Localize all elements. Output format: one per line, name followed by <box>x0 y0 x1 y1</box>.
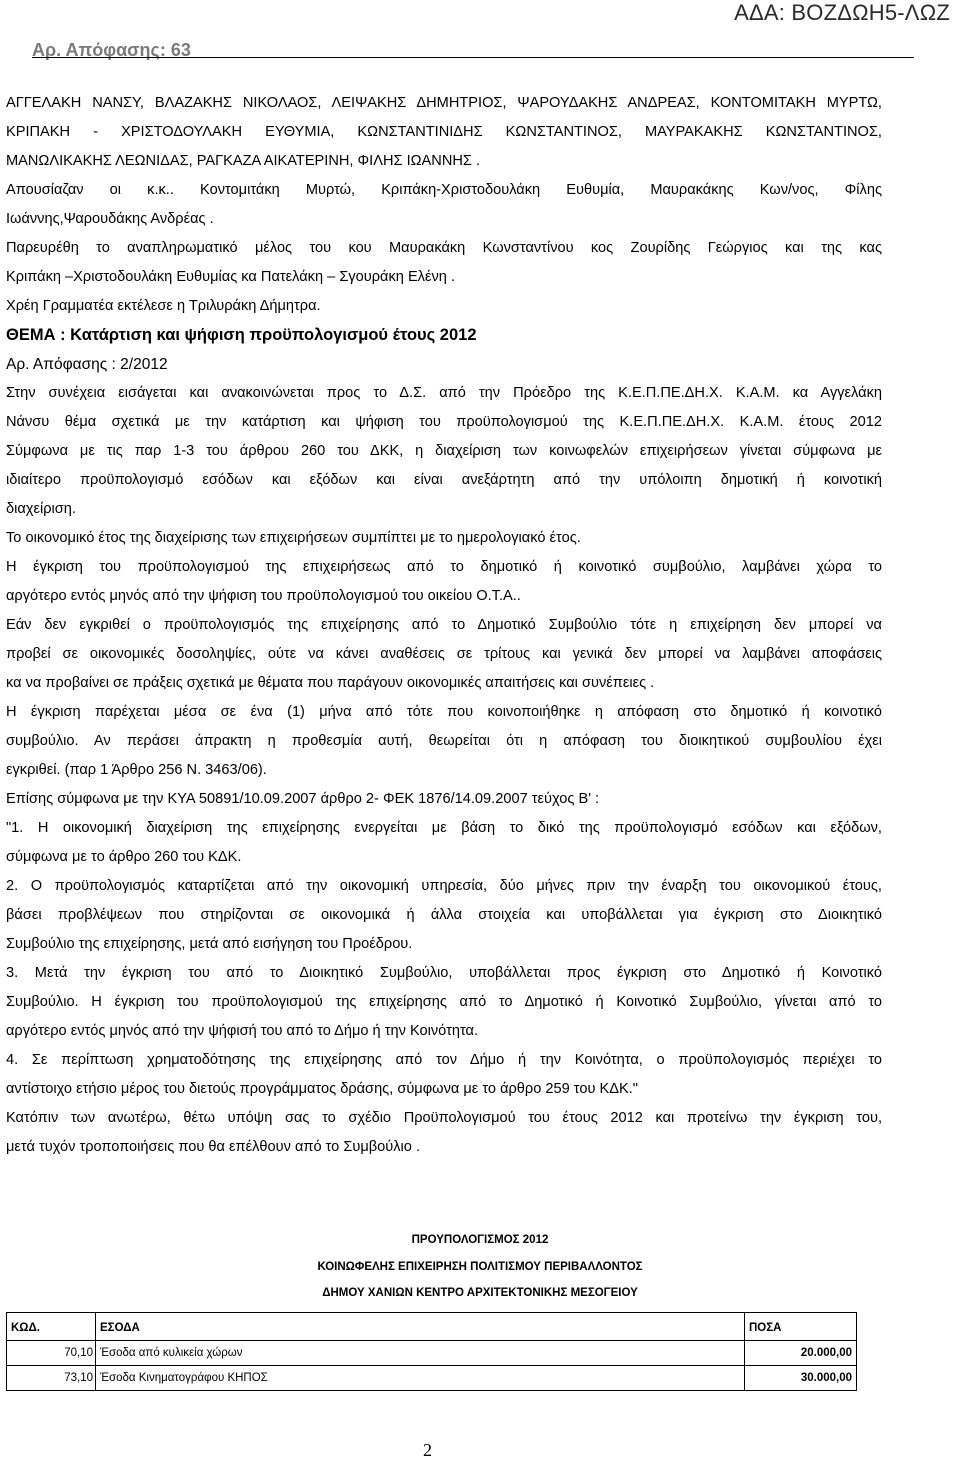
intro-line-1: Στην συνέχεια εισάγεται και ανακοινώνεται προς το Δ.Σ. από την Πρόεδρο της Κ.Ε.Π.ΠΕ.ΔΗ.Χ. Κ.Α.Μ. κα Αγγελάκη <box>6 385 882 401</box>
paragraph-5-line-1: Η έγκριση παρέχεται μέσα σε ένα (1) μήνα από τότε που κοινοποιήθηκε η απόφαση στο δημοτικό ή κοινοτικό <box>6 704 882 720</box>
paragraph-1-line-1: Σύμφωνα με τις παρ 1-3 του άρθρου 260 του ΔΚΚ, η διαχείριση των κοινωφελών επιχειρήσεων γίνεται σύμφωνα με <box>6 443 882 459</box>
row-label: Έσοδα από κυλικεία χώρων <box>96 1341 745 1366</box>
quote-item-2-line-3: Συμβούλιο της επιχείρησης, μετά από εισήγηση του Προέδρου. <box>6 936 413 952</box>
page-number: 2 <box>423 1440 432 1460</box>
budget-heading-1: ΠΡΟΥΠΟΛΟΓΙΣΜΟΣ 2012 <box>411 1234 549 1246</box>
row-amount: 30.000,00 <box>745 1366 857 1391</box>
quote-item-3-line-2: Συμβούλιο. Η έγκριση του προϋπολογισμού της επιχείρησης από το Δημοτικό ή Κοινοτικό Συμβούλιο, γίνεται από το <box>6 994 882 1010</box>
ada-code: ΑΔΑ: ΒΟΖΔΩΗ5-ΛΩΖ <box>734 0 950 25</box>
column-header-code: ΚΩΔ. <box>7 1313 96 1341</box>
row-label: Έσοδα Κινηματογράφου ΚΗΠΟΣ <box>96 1366 745 1391</box>
present-members-line-1: ΑΓΓΕΛΑΚΗ ΝΑΝΣΥ, ΒΛΑΖΑΚΗΣ ΝΙΚΟΛΑΟΣ, ΛΕΙΨΑΚΗΣ ΔΗΜΗΤΡΙΟΣ, ΨΑΡΟΥΔΑΚΗΣ ΑΝΔΡΕΑΣ, ΚΟΝΤΟΜΙΤΑΚΗ ΜΥΡΤΩ, <box>6 95 882 111</box>
quote-item-2-line-1: 2. Ο προϋπολογισμός καταρτίζεται από την οικονομική υπηρεσία, δύο μήνες πριν την έναρξη του οικονομικού έτους, <box>6 878 882 894</box>
paragraph-1-line-3: διαχείριση. <box>6 501 76 517</box>
table-row <box>7 1366 857 1391</box>
paragraph-3-line-1: Η έγκριση του προϋπολογισμού της επιχειρήσεως από το δημοτικό ή κοινοτικό συμβούλιο, λαμβάνει χώρα το <box>6 559 882 575</box>
absent-members-line-2: Ιωάννης,Ψαρουδάκης Ανδρέας . <box>6 211 214 227</box>
budget-table <box>6 1312 857 1391</box>
paragraph-5-line-2: συμβούλιο. Αν περάσει άπρακτη η προθεσμία αυτή, θεωρείται ότι η απόφαση του διοικητικού συμβουλίου έχει <box>6 733 882 749</box>
substitute-line-2: Κριπάκη –Χριστοδουλάκη Ευθυμίας κα Πατελάκη – Σγουράκη Ελένη . <box>6 269 455 285</box>
present-members-line-2: ΚΡΙΠΑΚΗ - ΧΡΙΣΤΟΔΟΥΛΑΚΗ ΕΥΘΥΜΙΑ, ΚΩΝΣΤΑΝΤΙΝΙΔΗΣ ΚΩΝΣΤΑΝΤΙΝΟΣ, ΜΑΥΡΑΚΑΚΗΣ ΚΩΝΣΤΑΝΤΙΝΟΣ, <box>6 124 882 140</box>
substitute-line-1: Παρευρέθη το αναπληρωματικό μέλος του κου Μαυρακάκη Κωνσταντίνου κος Ζουρίδης Γεώργιος και της κας <box>6 240 882 256</box>
quote-item-1-line-2: σύμφωνα με το άρθρο 260 του ΚΔΚ. <box>6 849 242 865</box>
row-code: 70,10 <box>7 1341 96 1366</box>
budget-heading-3: ΔΗΜΟΥ ΧΑΝΙΩΝ ΚΕΝΤΡΟ ΑΡΧΙΤΕΚΤΟΝΙΚΗΣ ΜΕΣΟΓΕΙΟΥ <box>322 1287 638 1299</box>
table-row <box>7 1341 857 1366</box>
quote-item-4-line-1: 4. Σε περίπτωση χρηματοδότησης της επιχείρησης από τον Δήμο ή την Κοινότητα, ο προϋπολογισμός περιέχει το <box>6 1052 882 1068</box>
paragraph-4-line-1: Εάν δεν εγκριθεί ο προϋπολογισμός της επιχείρησης από το Δημοτικό Συμβούλιο τότε η επιχείρηση δεν μπορεί να <box>6 617 882 633</box>
decision-number-header: Αρ. Απόφασης: 63 <box>32 40 191 60</box>
absent-members-line-1: Απουσίαζαν οι κ.κ.. Κοντομιτάκη Μυρτώ, Κριπάκη-Χριστοδουλάκη Ευθυμία, Μαυρακάκης Κων/νος, Φίλης <box>6 182 882 198</box>
header-rule <box>32 57 914 58</box>
column-header-revenue: ΕΣΟΔΑ <box>96 1313 745 1341</box>
proposal-line-2: μετά τυχόν τροποποιήσεις που θα επέλθουν από το Συμβούλιο . <box>6 1139 421 1155</box>
quote-item-3-line-1: 3. Μετά την έγκριση του από το Διοικητικό Συμβούλιο, υποβάλλεται προς έγκριση στο Δημοτικό ή Κοινοτικό <box>6 965 882 981</box>
intro-line-2: Νάνσυ θέμα σχετικά με την κατάρτιση και ψήφιση του προϋπολογισμού της Κ.Ε.Π.ΠΕ.ΔΗ.Χ. Κ.Α.Μ. έτους 2012 <box>6 414 882 430</box>
document-body <box>6 89 882 1162</box>
paragraph-1-line-2: ιδιαίτερο προϋπολογισμό εσόδων και εξόδων και είναι ανεξάρτητη από την υπόλοιπη δημοτική ή κοινοτική <box>6 472 882 488</box>
decision-number: Αρ. Απόφασης : 2/2012 <box>6 356 168 373</box>
quote-item-3-line-3: αργότερο εντός μηνός από την ψήφισή του από το Δήμο ή την Κοινότητα. <box>6 1023 479 1039</box>
paragraph-4-line-3: κα να προβαίνει σε πράξεις σχετικά με θέματα που παράγουν οικονομικές απαιτήσεις και συνέπειες . <box>6 675 655 691</box>
budget-table-header <box>7 1313 857 1341</box>
paragraph-2-line-1: Το οικονομικό έτος της διαχείρισης των επιχειρήσεων συμπίπτει με το ημερολογιακό έτος. <box>6 530 581 546</box>
secretary-line: Χρέη Γραμματέα εκτέλεσε η Τριλυράκη Δήμητρα. <box>6 298 321 314</box>
paragraph-4-line-2: προβεί σε οικονομικές δοσοληψίες, ούτε να κάνει αναθέσεις σε τρίτους και γενικά δεν μπορεί να λαμβάνει αποφάσεις <box>6 646 882 662</box>
paragraph-6-line-1: Επίσης σύμφωνα με την ΚΥΑ 50891/10.09.2007 άρθρο 2- ΦΕΚ 1876/14.09.2007 τεύχος Β' : <box>6 791 600 807</box>
row-amount: 20.000,00 <box>745 1341 857 1366</box>
column-header-amount: ΠΟΣΑ <box>745 1313 857 1341</box>
quote-item-2-line-2: βάσει προβλέψεων που στηρίζονται σε οικονομικά ή άλλα στοιχεία και υποβάλλεται για έγκριση στο Διοικητικό <box>6 907 882 923</box>
budget-heading-2: ΚΟΙΝΩΦΕΛΗΣ ΕΠΙΧΕΙΡΗΣΗ ΠΟΛΙΤΙΣΜΟΥ ΠΕΡΙΒΑΛΛΟΝΤΟΣ <box>317 1261 643 1273</box>
proposal-line-1: Κατόπιν των ανωτέρω, θέτω υπόψη σας το σχέδιο Προϋπολογισμού του έτους 2012 και προτείνω την έγκριση του, <box>6 1110 882 1126</box>
quote-item-1-line-1: "1. Η οικονομική διαχείριση της επιχείρησης ενεργείται με βάση το δικό της προϋπολογισμό εσόδων και εξόδων, <box>6 820 882 836</box>
paragraph-5-line-3: εγκριθεί. (παρ 1 Άρθρο 256 Ν. 3463/06). <box>6 762 267 778</box>
row-code: 73,10 <box>7 1366 96 1391</box>
quote-item-4-line-2: αντίστοιχο ετήσιο μέρος του διετούς προγράμματος δράσης, σύμφωνα με το άρθρο 259 του ΚΔΚ." <box>6 1081 638 1097</box>
theme-title: ΘΕΜΑ : Κατάρτιση και ψήφιση προϋπολογισμού έτους 2012 <box>6 326 477 344</box>
present-members-line-3: ΜΑΝΩΛΙΚΑΚΗΣ ΛΕΩΝΙΔΑΣ, ΡΑΓΚΑΖΑ ΑΙΚΑΤΕΡΙΝΗ, ΦΙΛΗΣ ΙΩΑΝΝΗΣ . <box>6 153 481 169</box>
paragraph-3-line-2: αργότερο εντός μηνός από την ψήφιση του προϋπολογισμού του οικείου Ο.Τ.Α.. <box>6 588 521 604</box>
